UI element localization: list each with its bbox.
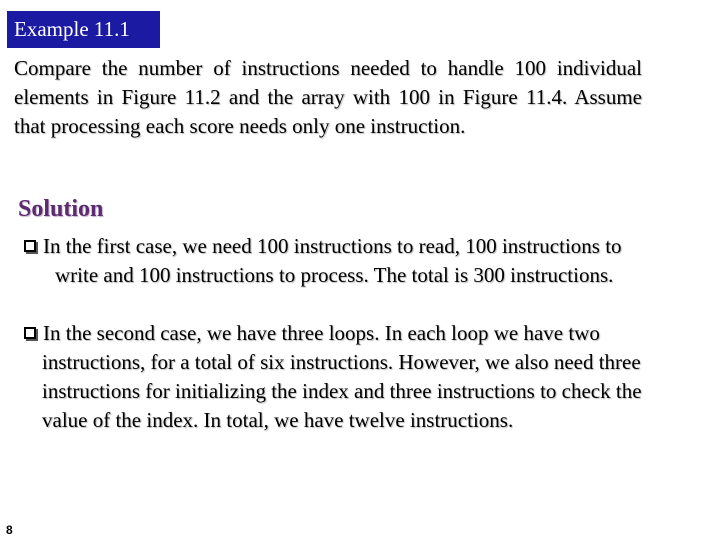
bullet-text: In the second case, we have three loops. In each loop we have two instructions, for a total of six instructions. However, we also need three instructions for initializing the index and three instructions to check the value of the index. In total, we have twelve instructions. xyxy=(42,321,642,432)
example-label: Example 11.1 xyxy=(7,11,160,48)
solution-bullet-second-case xyxy=(24,319,662,435)
bullet-text: In the first case, we need 100 instructions to read, 100 instructions to write and 100 instructions to process. The total is 300 instructions. xyxy=(43,234,622,287)
solution-bullet-first-case xyxy=(24,232,655,290)
solution-heading: Solution xyxy=(18,196,104,222)
checkbox-icon xyxy=(24,327,36,339)
checkbox-icon xyxy=(24,240,36,252)
example-statement: Compare the number of instructions needed to handle 100 individual elements in Figure 11.2 and the array with 100 in Figure 11.4. Assume that processing each score needs only one instruction. xyxy=(14,56,642,138)
page-number: 8 xyxy=(6,523,13,537)
